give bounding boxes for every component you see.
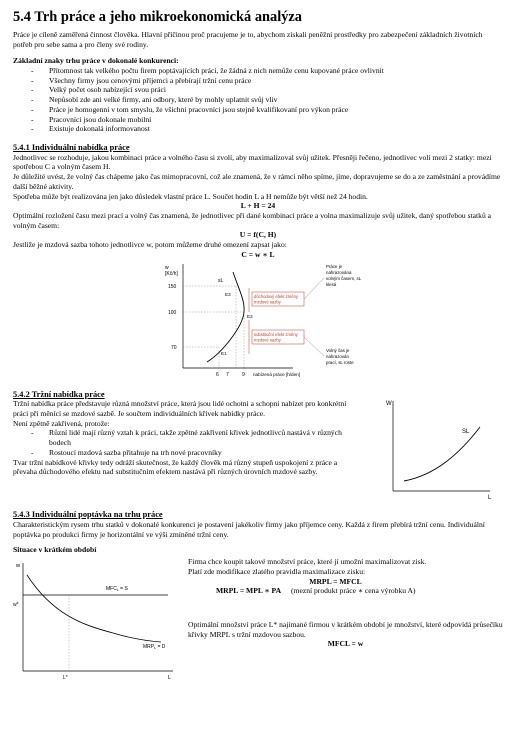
equation-note: (mezní produkt práce ∗ cena výrobku A) [291,586,416,596]
intro-paragraph: Práce je cíleně zaměřená činnost člověka. Hlavní příčinou proč pracujeme je to, abychom získali peněžní prostředky pro zabezpečení základních životních potřeb pro sebe sama a pro členy své rodiny. [13,29,483,49]
paragraph: Charakteristickým rysem trhu statků v dokonalé konkurenci je postavení jakékoliv firmy jako příjemce ceny. Každá z firem přebírá tržní cenu. Individuální poptávka po produkci firmy je horizontální ve výši zmíněné tržní ceny. [13,519,485,539]
market-supply-figure [368,395,498,505]
paragraph: Platí zde modifikace zlatého pravidla maximalizace zisku: [188,566,366,576]
list-item: - Velký počet osob nabízející svou práci [31,85,503,95]
point-label: E3 [225,291,231,297]
paragraph: Jednotlivec se rozhoduje, jakou kombinaci práce a volného času si zvolí, aby maximalizoval svůj užitek. Přesněji řečeno, jednotlivec volí mezi 2 statky: mezi spotřebou C a volným časem H. [13,152,492,172]
list-item: - Existuje dokonalá informovanost [31,124,503,134]
demand-curve [27,575,161,642]
x-tick: 9 [242,371,245,378]
paragraph: Není zpětně zakřivená, protože: [13,418,110,428]
supply-label: $MFC_L = S$ [106,586,128,593]
note-bottom-1: Volný čas je [326,347,350,353]
paragraph: Optimální množství práce L* najímané firmou v krátkém období je množství, které odpovídá průsečíku křivky MRPL s tržní mzdovou sazbou. [188,619,503,639]
point-label: E2 [247,313,253,319]
income-effect-label-2: mzdové sazby [254,299,281,305]
substitution-effect-label-1: substituční efekt změny [254,331,298,337]
list-item: - Pracovníci jsou dokonale mobilní [31,115,503,125]
paragraph: Firma chce koupit takové množství práce, které jí umožní maximalizovat zisk. [188,557,427,567]
paragraph: Tržní nabídka práce představuje různá množství práce, která jsou lidé ochotni a schopni nabízet pro konkrétní práci při měnící se mzdové sazbě. Je součtem individuálních křivek nabídky práce. [13,399,347,418]
note-top-2: nahrazována [326,269,352,275]
note-top-1: Práce je [326,263,343,269]
labour-demand-figure [13,555,183,683]
list-item: - Nepůsobí zde ani velké firmy, ani odbory, které by mohly uplatnit svůj vliv [31,95,503,105]
paragraph: Optimální rozložení času mezi prací a volný čas znamená, že jednotlivec při dané kombinaci práce a volna maximalizuje svůj užitek, daný spotřebou statků a volným časem: [13,211,492,230]
reasons-list [31,428,358,457]
list-item: - Všechny firmy jsou cenovými příjemci a přebírají tržní cenu práce [31,76,503,86]
section-heading: 5.4.1 Individuální nabídka práce [13,143,130,153]
document-page [13,10,503,685]
y-axis-label: w [165,264,169,271]
equation: U = f(C, H) [239,230,277,240]
curve-label: SL [462,429,470,436]
substitution-effect-label-2: mzdové sazby [254,337,281,343]
y-axis-unit: [Kč/h] [165,270,178,277]
y-tick: 70 [171,344,177,351]
point-label: E1 [221,350,227,356]
subsection-heading: Situace v krátkém období [13,545,97,555]
x-axis-label: nabízená práce [h/den] [253,371,300,377]
y-axis-label: W [386,401,392,408]
paragraph: Tvar tržní nabídkové křivky tedy odráží skutečnost, že každý člověk má různý stupeň uspokojení z práce a převaha důchodového efektu nad substitučním efektem nastává při různých úrovních mzdové sazby. [13,457,338,477]
y-tick: 150 [168,283,177,290]
list-item: - Práce je homogenní v tom smyslu, že všichni pracovníci jsou stejně kvalifikovaní pro výkon práce [31,105,503,115]
x-tick: L* [63,675,68,682]
demand-label: $MRP_L = D$ [143,644,166,651]
y-axis-label: w [16,563,20,570]
conditions-heading: Základní znaky trhu práce v dokonalé konkurenci: [13,56,179,66]
paragraph: Jestliže je mzdová sazba tohoto jednotlivce w, potom můžeme druhé omezení zapsat jako: [13,240,287,250]
note-bottom-2: nahrazován [326,353,349,359]
list-item: - Různí lidé mají různý vztah k práci, takže zpětné zakřivení křivek jednotlivců nastává v různých bodech [31,428,358,447]
x-axis-label: L [168,675,172,682]
x-axis-label: L [488,495,492,502]
x-tick: 6 [216,371,219,378]
note-top-3: volným časem, sL [326,275,362,281]
y-tick: w* [13,602,19,609]
note-bottom-3: prací, sL roste [326,359,354,365]
note-top-4: klesá [326,281,337,287]
equation: L + H = 24 [240,201,276,211]
equation: C = w ∗ L [241,249,275,259]
section-heading: 5.4.3 Individuální poptávka na trhu práce [13,510,163,520]
section-heading: 5.4.2 Tržní nabídka práce [13,389,105,399]
equation: MRPL = MPL ∗ PA [216,586,282,596]
paragraph: Je důležité uvést, že volný čas chápeme jako čas mimopracovní, což ale znamená, že v rámci něho spíme, jíme, dopravujeme se do a ze zaměstnání a provádíme další běžné aktivity. [13,172,501,191]
curve-label: sL [218,277,224,284]
page-title: 5.4 Trh práce a jeho mikroekonomická analýza [13,9,303,25]
paragraph: Spotřeba může být realizována jen jako důsledek vlastní práce L. Součet hodin L a H nemůže být větší než 24 hodin. [13,191,368,201]
list-item: - Přítomnost tak velkého počtu firem poptávajících práci, že žádná z nich nemůže cenu kupované práce ovlivnit [31,66,503,76]
income-effect-label-1: důchodový efekt změny [254,293,298,299]
supply-curve [207,272,244,362]
labour-supply-figure [13,260,503,384]
market-supply-curve [404,427,480,481]
equation: MRPL = MFCL [309,576,362,586]
y-tick: 100 [168,309,177,316]
equation: MFCL = w [327,639,364,649]
conditions-list [31,66,503,134]
x-tick: 7 [226,371,229,378]
list-item: - Rostoucí mzdová sazba přitahuje na trh nové pracovníky [31,448,358,458]
